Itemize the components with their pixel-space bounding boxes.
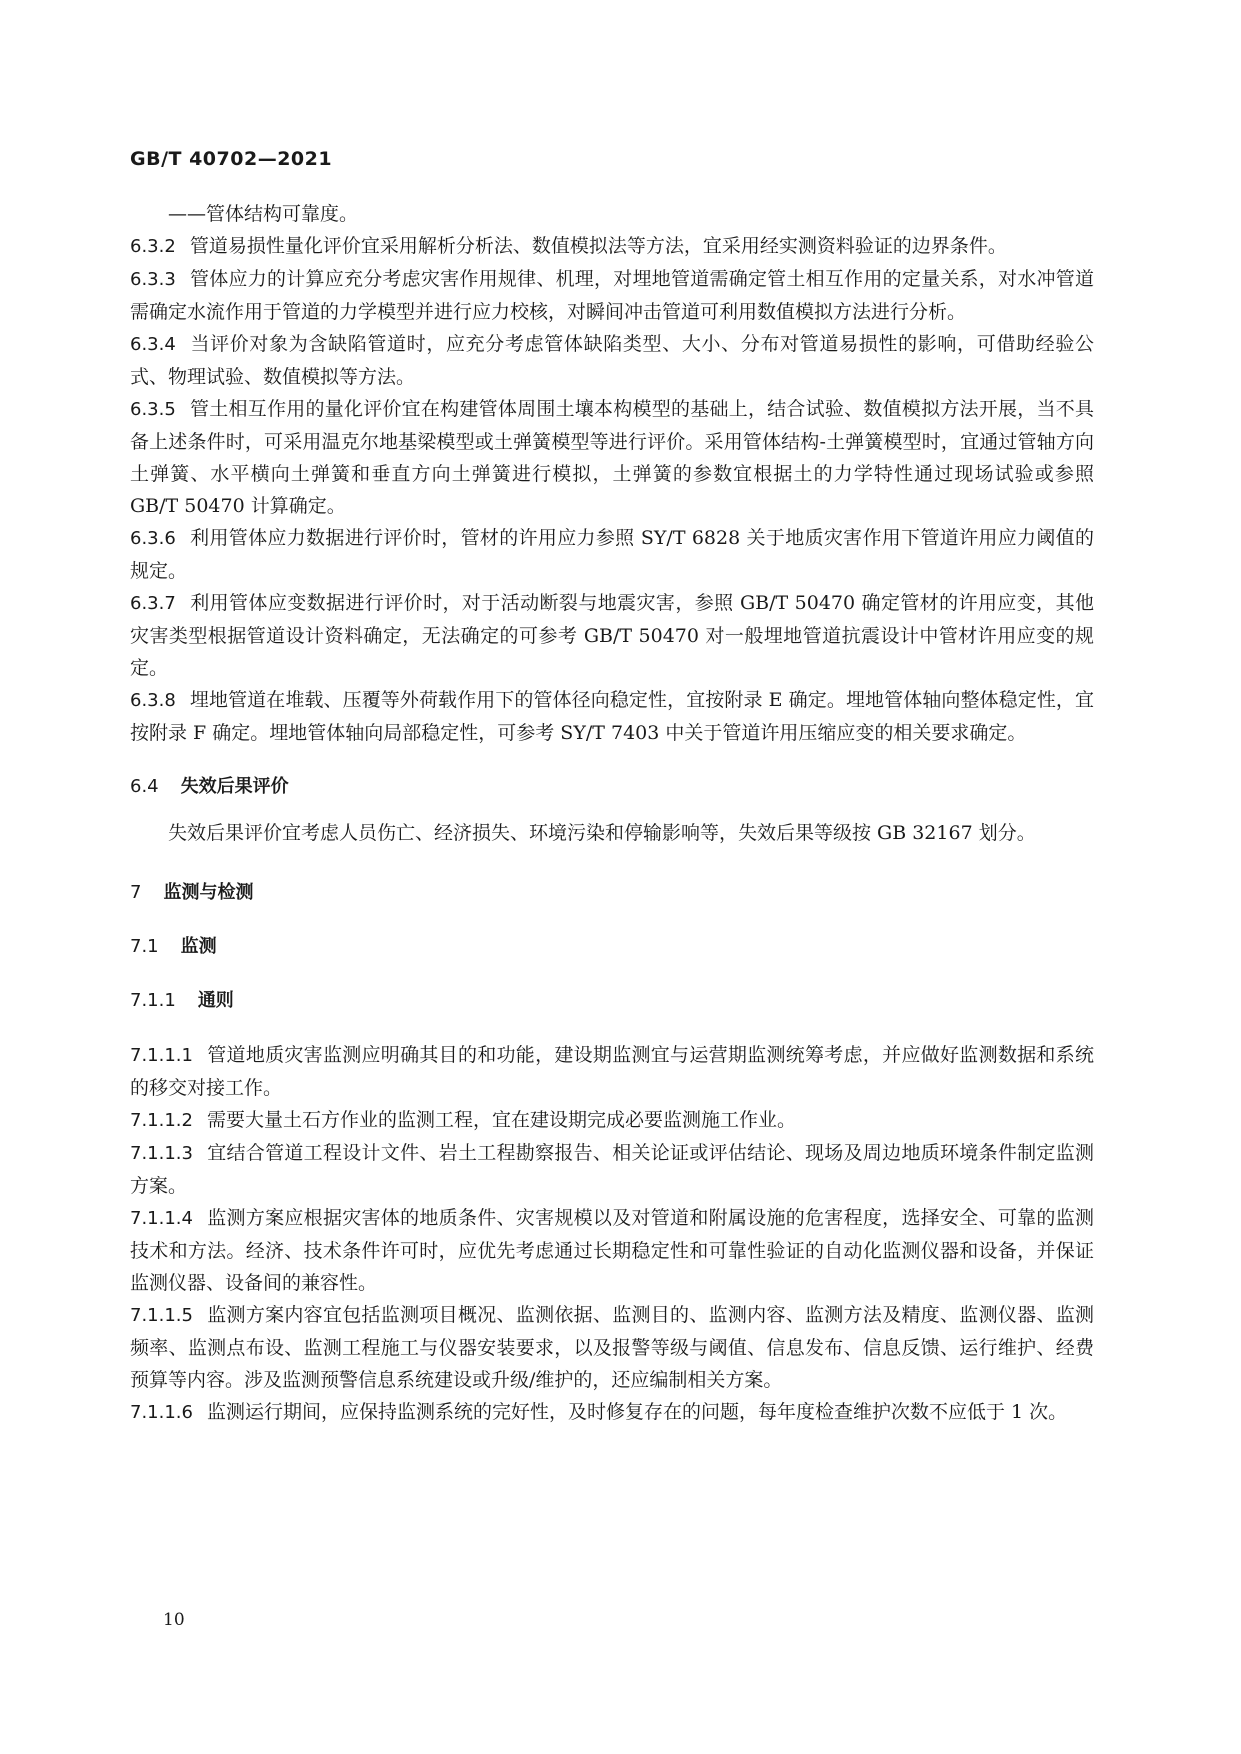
clause-6-3-4	[130, 328, 1094, 393]
clause-number: 7.1.1.2	[130, 1110, 193, 1131]
clause-number: 6.3.8	[130, 690, 176, 711]
clause-7-1-1-5	[130, 1299, 1094, 1396]
clause-7-1-1-3	[130, 1137, 1094, 1202]
clause-text: 监测方案内容宜包括监测项目概况、监测依据、监测目的、监测内容、监测方法及精度、监测仪器、监测频率、监测点布设、监测工程施工与仪器安装要求，以及报警等级与阈值、信息发布、信息反馈、运行维护、经费预算等内容。涉及监测预警信息系统建设或升级/维护的，还应编制相关方案。	[130, 1304, 1094, 1391]
clause-number: 6.3.6	[130, 528, 176, 549]
section-heading-7	[130, 877, 1094, 909]
page-number: 10	[163, 1610, 185, 1630]
section-title: 监测	[180, 936, 217, 957]
section-number: 7.1	[130, 936, 159, 957]
clause-number: 6.3.2	[130, 236, 176, 257]
section-number: 7.1.1	[130, 990, 176, 1011]
clause-6-3-3	[130, 263, 1094, 328]
clause-6-3-5	[130, 393, 1094, 522]
standard-code: GB/T 40702—2021	[130, 148, 333, 170]
clause-number: 7.1.1.1	[130, 1045, 193, 1066]
document-body	[130, 198, 1094, 1429]
section-heading-7-1-1	[130, 985, 1094, 1017]
clause-text: 监测运行期间，应保持监测系统的完好性，及时修复存在的问题，每年度检查维护次数不应低于 1 次。	[206, 1401, 1068, 1423]
section-number: 7	[130, 882, 142, 903]
dash-list-item: ——管体结构可靠度。	[168, 203, 359, 225]
clause-number: 6.3.5	[130, 399, 176, 420]
clause-number: 6.3.3	[130, 269, 176, 290]
clause-7-1-1-1	[130, 1039, 1094, 1104]
clause-text: 当评价对象为含缺陷管道时，应充分考虑管体缺陷类型、大小、分布对管道易损性的影响，可借助经验公式、物理试验、数值模拟等方法。	[130, 333, 1094, 388]
clause-text: 需要大量土石方作业的监测工程，宜在建设期完成必要监测施工作业。	[206, 1109, 796, 1131]
clause-number: 6.3.7	[130, 593, 176, 614]
section-title: 监测与检测	[163, 882, 254, 903]
clause-text: 利用管体应力数据进行评价时，管材的许用应力参照 SY/T 6828 关于地质灾害作用下管道许用应力阈值的规定。	[130, 527, 1094, 582]
clause-text: 利用管体应变数据进行评价时，对于活动断裂与地震灾害，参照 GB/T 50470 确定管材的许用应变，其他灾害类型根据管道设计资料确定，无法确定的可参考 GB/T 50470 对一般埋地管道抗震设计中管材许用应变的规定。	[130, 592, 1094, 679]
clause-number: 6.3.4	[130, 334, 176, 355]
clause-text: 管道易损性量化评价宜采用解析分析法、数值模拟法等方法，宜采用经实测资料验证的边界条件。	[189, 235, 1007, 257]
clause-7-1-1-2	[130, 1104, 1094, 1137]
section-6-4-paragraph: 失效后果评价宜考虑人员伤亡、经济损失、环境污染和停输影响等，失效后果等级按 GB 32167 划分。	[168, 822, 1036, 844]
clause-number: 7.1.1.6	[130, 1402, 193, 1423]
clause-number: 7.1.1.3	[130, 1143, 193, 1164]
clause-6-3-2	[130, 230, 1094, 263]
clause-number: 7.1.1.4	[130, 1208, 193, 1229]
clause-number: 7.1.1.5	[130, 1305, 193, 1326]
clause-text: 管土相互作用的量化评价宜在构建管体周围土壤本构模型的基础上，结合试验、数值模拟方法开展，当不具备上述条件时，可采用温克尔地基梁模型或土弹簧模型等进行评价。采用管体结构-土弹簧模型时，宜通过管轴方向土弹簧、水平横向土弹簧和垂直方向土弹簧进行模拟，土弹簧的参数宜根据土的力学特性通过现场试验或参照 GB/T 50470 计算确定。	[130, 398, 1094, 517]
clause-text: 埋地管道在堆载、压覆等外荷载作用下的管体径向稳定性，宜按附录 E 确定。埋地管体轴向整体稳定性，宜按附录 F 确定。埋地管体轴向局部稳定性，可参考 SY/T 7403 中关于管道许用压缩应变的相关要求确定。	[130, 689, 1094, 744]
clause-text: 宜结合管道工程设计文件、岩土工程勘察报告、相关论证或评估结论、现场及周边地质环境条件制定监测方案。	[130, 1142, 1094, 1197]
section-heading-7-1	[130, 931, 1094, 963]
clause-text: 管道地质灾害监测应明确其目的和功能，建设期监测宜与运营期监测统筹考虑，并应做好监测数据和系统的移交对接工作。	[130, 1044, 1094, 1099]
section-heading-6-4	[130, 771, 1094, 803]
clause-7-1-1-6	[130, 1396, 1094, 1429]
clause-text: 监测方案应根据灾害体的地质条件、灾害规模以及对管道和附属设施的危害程度，选择安全、可靠的监测技术和方法。经济、技术条件许可时，应优先考虑通过长期稳定性和可靠性验证的自动化监测仪器和设备，并保证监测仪器、设备间的兼容性。	[130, 1207, 1094, 1294]
clause-6-3-6	[130, 522, 1094, 587]
section-title: 通则	[197, 990, 234, 1011]
clause-6-3-8	[130, 684, 1094, 749]
clause-7-1-1-4	[130, 1202, 1094, 1299]
section-title: 失效后果评价	[180, 776, 289, 797]
section-number: 6.4	[130, 776, 159, 797]
clause-text: 管体应力的计算应充分考虑灾害作用规律、机理，对埋地管道需确定管土相互作用的定量关系，对水冲管道需确定水流作用于管道的力学模型并进行应力校核，对瞬间冲击管道可利用数值模拟方法进行分析。	[130, 268, 1094, 323]
clause-6-3-7	[130, 587, 1094, 684]
